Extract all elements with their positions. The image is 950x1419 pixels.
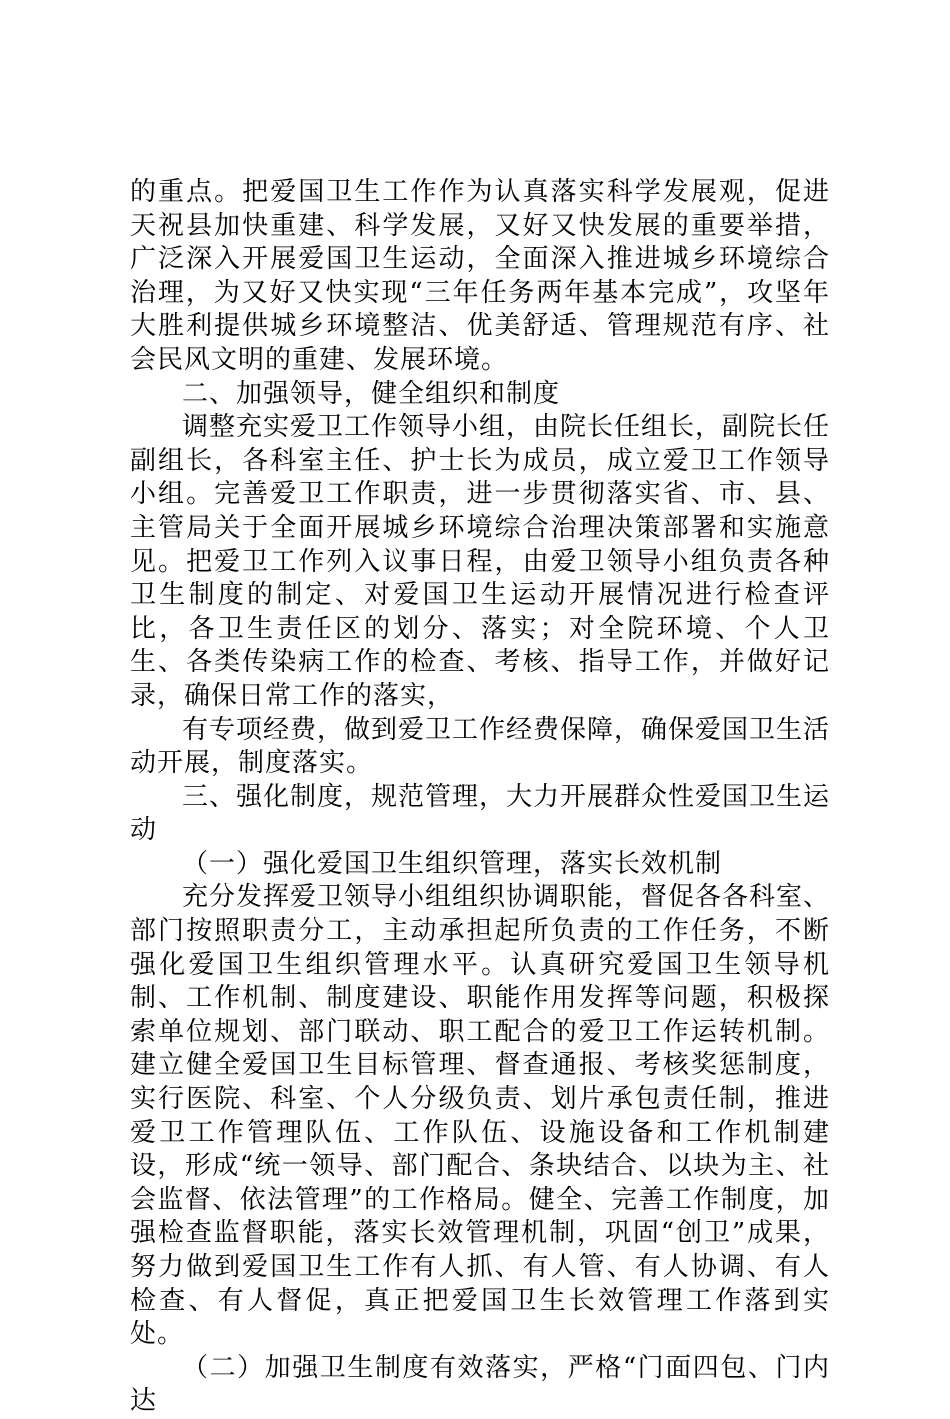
- paragraph-funding: 有专项经费，做到爱卫工作经费保障，确保爱国卫生活动开展，制度落实。: [130, 714, 831, 779]
- section-heading-two: 二、加强领导，健全组织和制度: [182, 378, 561, 409]
- subsection-heading-two: （二）加强卫生制度有效落实，严格“门面四包、门内达: [130, 1352, 830, 1417]
- paragraph-continued-intro: 的重点。把爱国卫生工作作为认真落实科学发展观，促进天祝县加快重建、科学发展，又好又快发展的重要举措，广泛深入开展爱国卫生运动，全面深入推进城乡环境综合治理，为又好又快实现“三年任务两年基本完成”，攻坚年大胜利提供城乡环境整洁、优美舒适、管理规范有序、社会民风文明的重建、发展环境。: [130, 177, 830, 375]
- section-heading-three: 三、强化制度，规范管理，大力开展群众性爱国卫生运动: [130, 781, 831, 846]
- paragraph-organization-management: 充分发挥爱卫领导小组组织协调职能，督促各各科室、部门按照职责分工，主动承担起所负责的工作任务，不断强化爱国卫生组织管理水平。认真研究爱国卫生领导机制、工作机制、制度建设、职能作用发挥等问题，积极探索单位规划、部门联动、职工配合的爱卫工作运转机制。建立健全爱国卫生目标管理、督查通报、考核奖惩制度，实行医院、科室、个人分级负责、划片承包责任制，推进爱卫工作管理队伍、工作队伍、设施设备和工作机制建设，形成“统一领导、部门配合、条块结合、以块为主、社会监督、依法管理”的工作格局。健全、完善工作制度，加强检查监督职能，落实长效管理机制，巩固“创卫”成果，努力做到爱国卫生工作有人抓、有人管、有人协调、有人检查、有人督促，真正把爱国卫生长效管理工作落到实处。: [130, 882, 831, 1350]
- document-body: [130, 176, 830, 1419]
- subsection-heading-one: （一）强化爱国卫生组织管理，落实长效机制: [182, 848, 723, 879]
- paragraph-leadership-group: 调整充实爱卫工作领导小组，由院长任组长，副院长任副组长，各科室主任、护士长为成员，成立爱卫工作领导小组。完善爱卫工作职责，进一步贯彻落实省、市、县、主管局关于全面开展城乡环境综合治理决策部署和实施意见。把爱卫工作列入议事日程，由爱卫领导小组负责各种卫生制度的制定、对爱国卫生运动开展情况进行检查评比，各卫生责任区的划分、落实；对全院环境、个人卫生、各类传染病工作的检查、考核、指导工作，并做好记录，确保日常工作的落实，: [130, 412, 831, 711]
